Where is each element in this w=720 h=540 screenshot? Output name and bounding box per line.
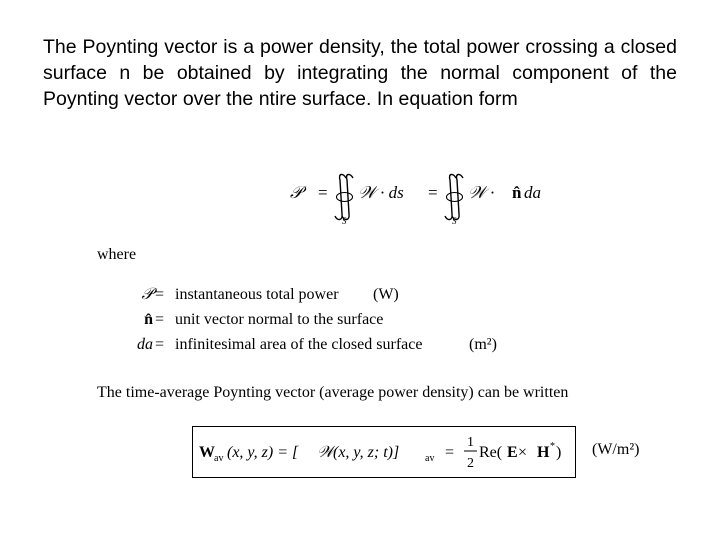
definition-unit: (m²) [469, 336, 497, 353]
e-field-symbol: E [507, 444, 518, 461]
power-symbol: 𝒫 [290, 183, 303, 202]
conjugate-star: * [550, 441, 555, 452]
w-avg-subscript: av [214, 453, 224, 464]
equals-sign-1: = [318, 183, 328, 202]
equals-sign-2: = [428, 183, 438, 202]
integrand-2a: 𝒲 · [468, 183, 495, 202]
closed-double-integral-icon [445, 174, 463, 219]
cross-product-sign: × [518, 444, 528, 461]
equation-unit: (W/m²) [592, 441, 640, 458]
fraction-numerator: 1 [467, 435, 474, 450]
unit-normal-symbol: n̂ [512, 183, 522, 202]
w-script-subscript: av [425, 453, 435, 464]
fraction-denominator: 2 [467, 456, 474, 471]
w-script-arguments: (x, y, z; t)] [333, 444, 400, 461]
surface-subscript-1: S [342, 216, 347, 226]
definition-row-power [97, 284, 557, 306]
definition-symbol: da [137, 336, 153, 353]
surface-subscript-2: S [452, 216, 457, 226]
where-label: where [97, 246, 137, 263]
integrand-1: 𝒲 · ds [358, 183, 404, 202]
definition-symbol: n̂ [144, 311, 153, 328]
w-avg-symbol: W [199, 444, 215, 461]
time-average-sentence: The time-average Poynting vector (average power density) can be written [97, 384, 569, 401]
definition-description: unit vector normal to the surface [175, 311, 384, 328]
definition-description: infinitesimal area of the closed surface [175, 336, 423, 353]
definition-row-area [97, 334, 557, 356]
definition-symbol: 𝒫 [141, 286, 153, 303]
real-part-open: Re( [479, 444, 503, 461]
time-average-equation-box [192, 426, 576, 478]
intro-paragraph: The Poynting vector is a power density, the total power crossing a closed surface n be obtained by integrating the normal component of the Poynting vector over the ntire surface. In equation form [43, 36, 677, 110]
h-field-symbol: H [537, 444, 550, 461]
definition-row-normal [97, 309, 557, 331]
w-avg-arguments: (x, y, z) = [ [227, 444, 299, 461]
time-average-equation [193, 427, 575, 477]
real-part-close: ) [556, 444, 562, 461]
closed-double-integral-icon [335, 174, 353, 219]
w-script-symbol: 𝒲 [317, 444, 334, 461]
equals-sign: = [445, 444, 455, 461]
integrand-2b: da [524, 183, 541, 202]
definition-equals: = [155, 336, 165, 353]
definition-equals: = [155, 311, 165, 328]
definition-unit: (W) [373, 286, 399, 303]
definition-equals: = [155, 286, 165, 303]
definition-description: instantaneous total power [175, 286, 339, 303]
poynting-integral-equation [288, 168, 578, 226]
